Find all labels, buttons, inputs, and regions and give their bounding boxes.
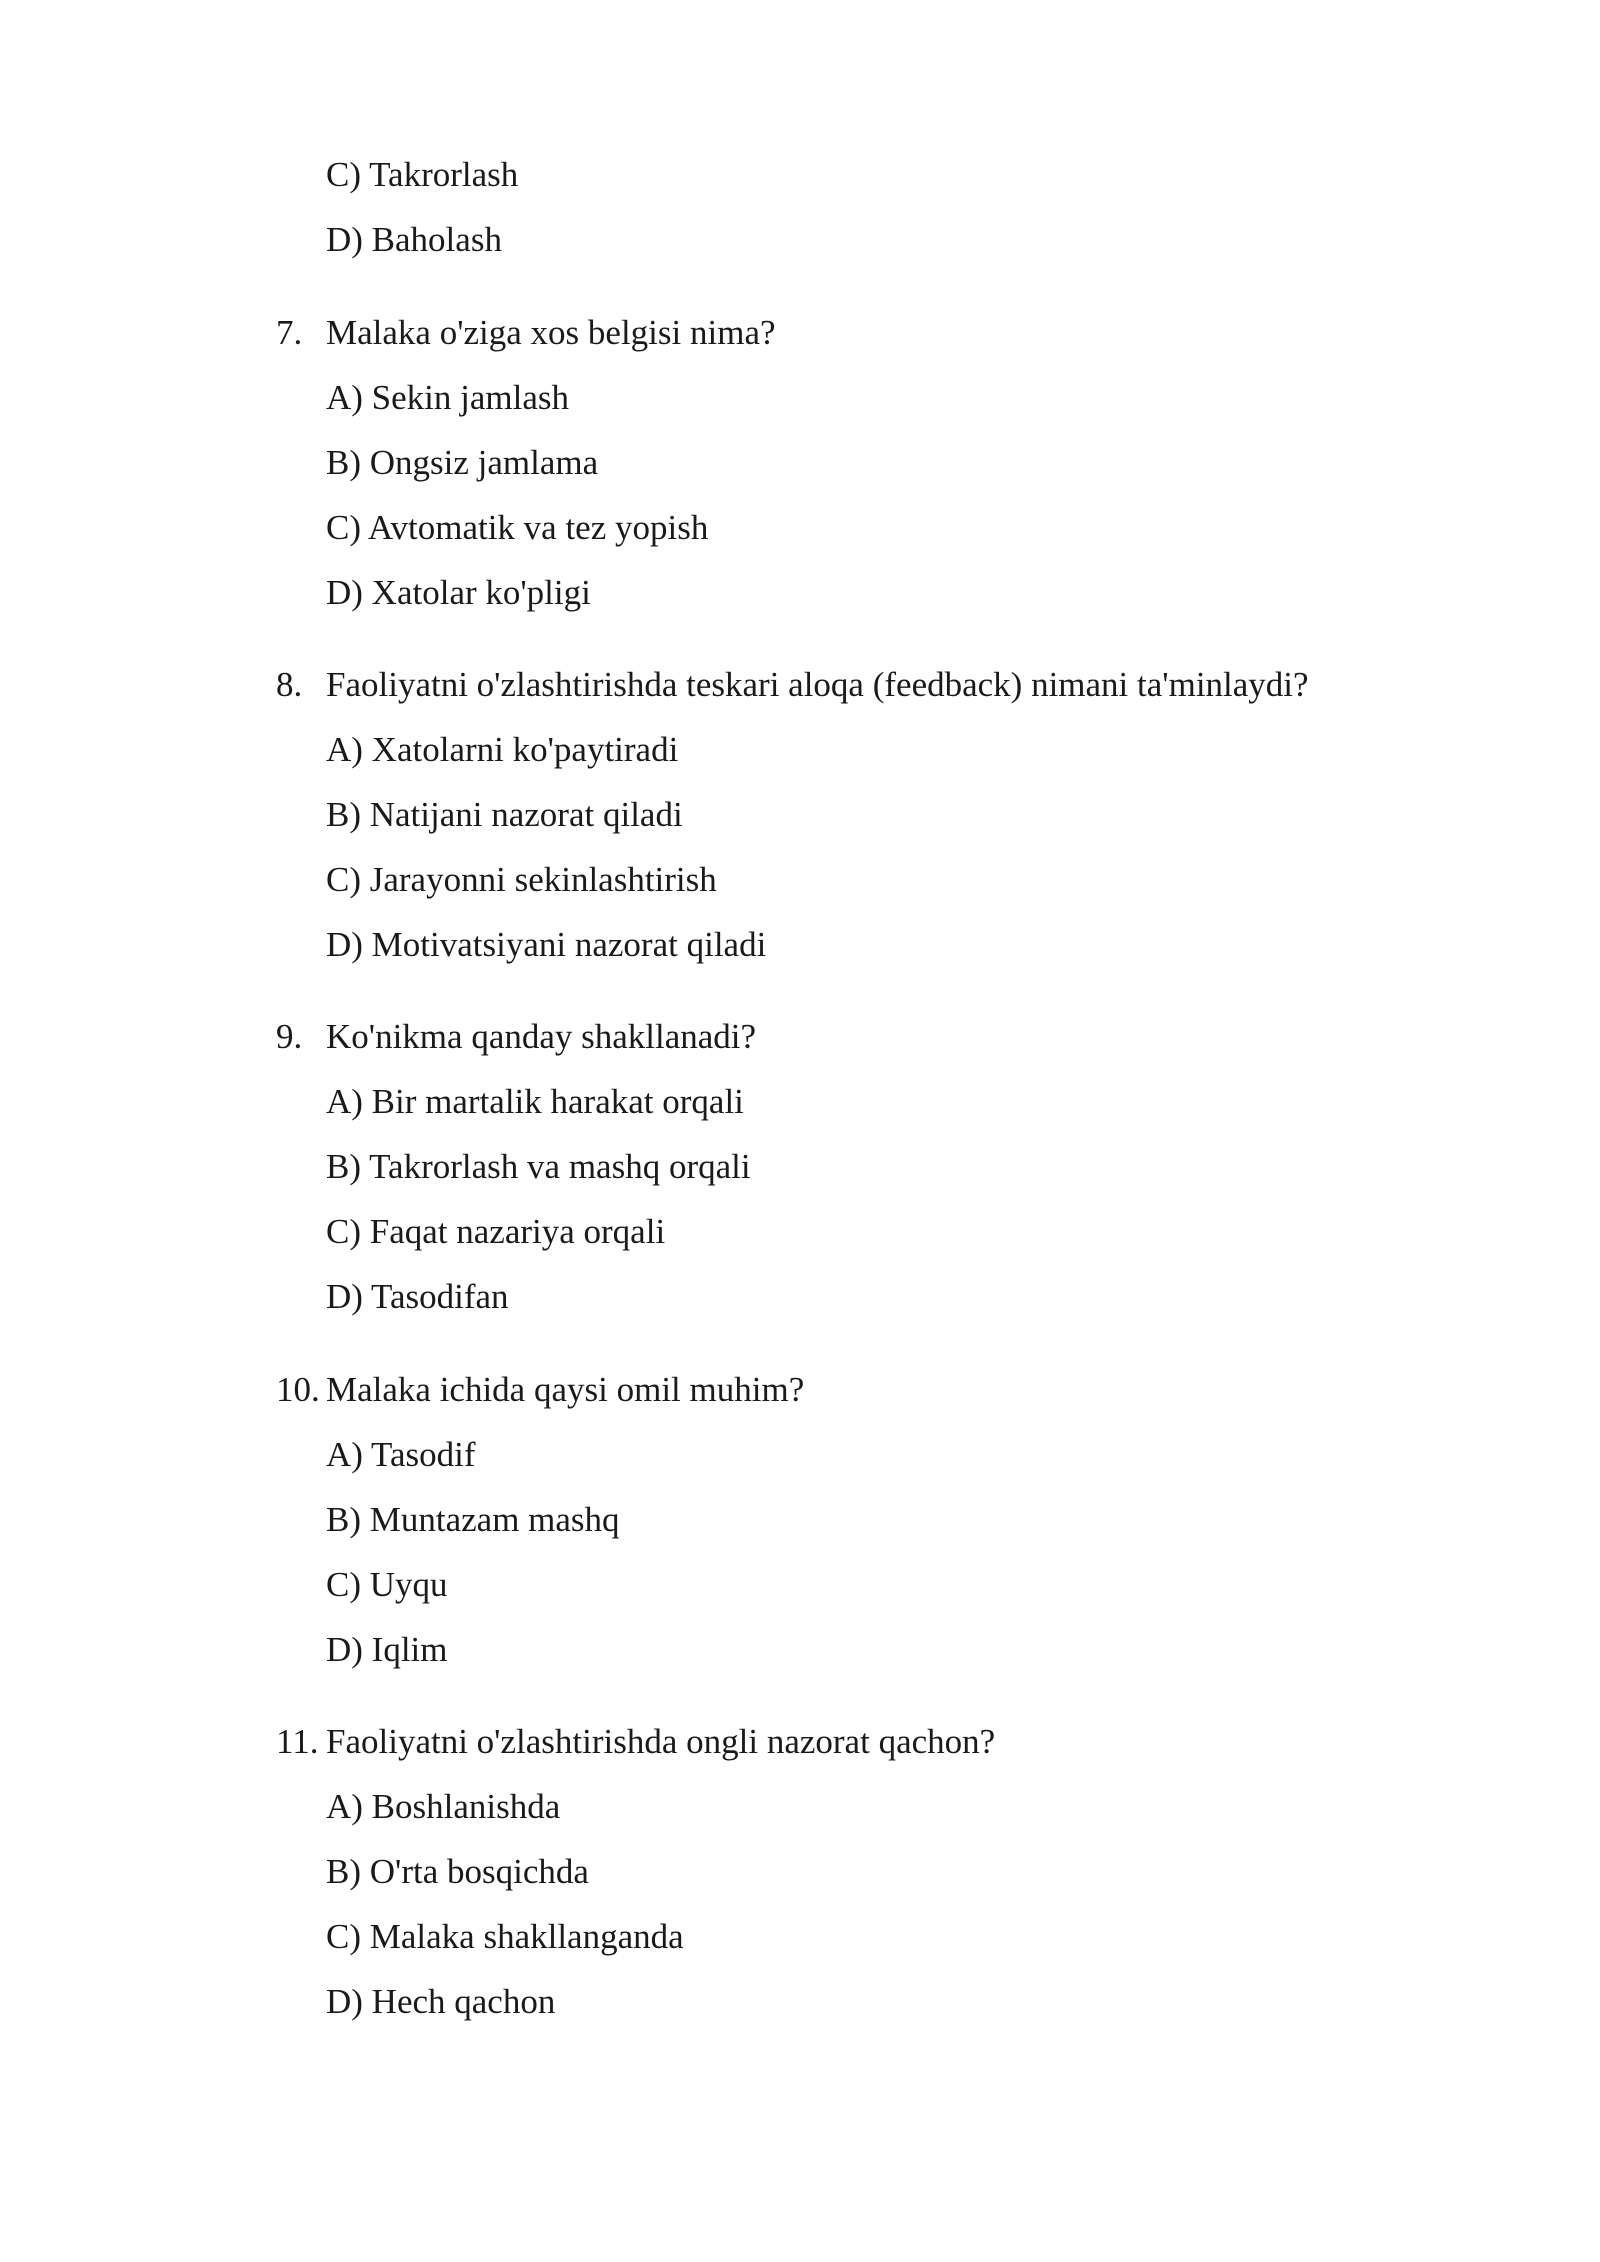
- question-line: [0, 300, 1600, 365]
- question-11: [0, 1709, 1600, 2034]
- option-d: D) Iqlim: [326, 1630, 448, 1669]
- option-c: C) Faqat nazariya orqali: [326, 1212, 666, 1251]
- question-number: 8.: [276, 665, 303, 704]
- question-9: [0, 1004, 1600, 1329]
- option-a: A) Xatolarni ko'paytiradi: [326, 730, 679, 769]
- option-b: B) Ongsiz jamlama: [326, 443, 599, 482]
- option-a: A) Bir martalik harakat orqali: [326, 1082, 744, 1121]
- question-number: 7.: [276, 313, 303, 352]
- option-b: B) Takrorlash va mashq orqali: [326, 1147, 751, 1186]
- option-d: D) Hech qachon: [326, 1982, 556, 2021]
- question-number: 9.: [276, 1017, 303, 1056]
- option-d: D) Tasodifan: [326, 1277, 509, 1316]
- option-a: A) Sekin jamlash: [326, 378, 570, 417]
- option-c: C) Jarayonni sekinlashtirish: [326, 860, 717, 899]
- option-d: D) Baholash: [326, 220, 502, 259]
- question-number: 10.: [276, 1370, 320, 1409]
- option-d: D) Motivatsiyani nazorat qiladi: [326, 925, 767, 964]
- leading-options: [0, 142, 1600, 272]
- question-line: [0, 1004, 1600, 1069]
- question-number: 11.: [276, 1722, 319, 1761]
- option-c: C) Malaka shakllanganda: [326, 1917, 684, 1956]
- option-c: C) Avtomatik va tez yopish: [326, 508, 709, 547]
- question-line: [0, 1357, 1600, 1422]
- option-a: A) Boshlanishda: [326, 1787, 561, 1826]
- question-text: Malaka o'ziga xos belgisi nima?: [326, 313, 776, 352]
- option-c: C) Takrorlash: [326, 155, 519, 194]
- question-text: Malaka ichida qaysi omil muhim?: [326, 1370, 805, 1409]
- question-line: [0, 1709, 1600, 1774]
- question-text: Ko'nikma qanday shakllanadi?: [326, 1017, 757, 1056]
- question-line: [0, 652, 1600, 717]
- option-d: D) Xatolar ko'pligi: [326, 573, 591, 612]
- question-7: [0, 300, 1600, 625]
- option-b: B) O'rta bosqichda: [326, 1852, 589, 1891]
- option-b: B) Muntazam mashq: [326, 1500, 620, 1539]
- question-10: [0, 1357, 1600, 1682]
- question-text: Faoliyatni o'zlashtirishda teskari aloqa (feedback) nimani ta'minlaydi?: [326, 665, 1309, 704]
- question-8: [0, 652, 1600, 977]
- option-c: C) Uyqu: [326, 1565, 448, 1604]
- option-b: B) Natijani nazorat qiladi: [326, 795, 683, 834]
- option-a: A) Tasodif: [326, 1435, 476, 1474]
- question-text: Faoliyatni o'zlashtirishda ongli nazorat qachon?: [326, 1722, 996, 1761]
